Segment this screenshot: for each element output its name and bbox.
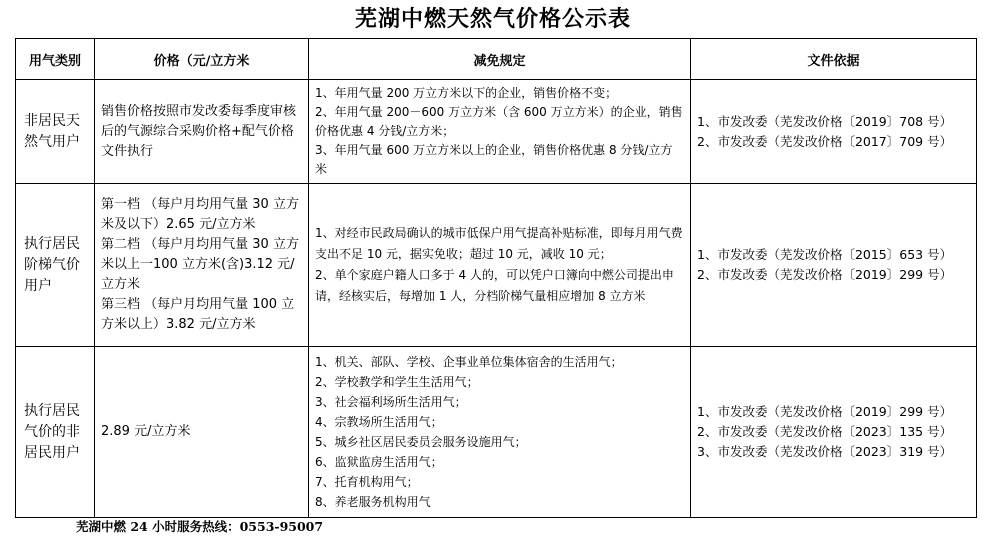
basis-line: 2、市发改委（芜发改价格〔2023〕135 号） — [697, 424, 953, 439]
price-line: 第一档 （每户月均用气量 30 立方米及以下）2.65 元/立方米 — [101, 197, 299, 232]
rule-line: 1、年用气量 200 万立方米以下的企业，销售价格不变； — [315, 86, 618, 100]
rule-line: 3、社会福利场所生活用气； — [315, 395, 467, 409]
rule-line: 8、养老服务机构用气 — [315, 495, 431, 509]
category-cell: 执行居民气价的非居民用户 — [16, 347, 95, 518]
price-line: 第二档 （每户月均用气量 30 立方米以上一100 立方米(含)3.12 元/立方米 — [101, 237, 299, 292]
rule-line: 4、宗教场所生活用气； — [315, 415, 443, 429]
rule-line: 2、单个家庭户籍人口多于 4 人的，可以凭户口簿向中燃公司提出申请，经核实后，每增加 1 人，分档阶梯气量相应增加 8 立方米 — [315, 268, 674, 303]
category-cell: 非居民天然气用户 — [16, 80, 95, 184]
price-cell — [95, 80, 309, 184]
price-table — [15, 38, 977, 518]
rules-cell — [309, 184, 691, 347]
rule-line: 5、城乡社区居民委员会服务设施用气； — [315, 435, 527, 449]
basis-line: 1、市发改委（芜发改价格〔2015〕653 号） — [697, 247, 953, 262]
rules-cell — [309, 347, 691, 518]
header-category: 用气类别 — [16, 39, 95, 80]
rules-cell — [309, 80, 691, 184]
header-rules: 减免规定 — [309, 39, 691, 80]
price-cell — [95, 347, 309, 518]
basis-line: 1、市发改委（芜发改价格〔2019〕708 号） — [697, 113, 953, 129]
price-line: 2.89 元/立方米 — [101, 424, 191, 439]
table-row — [16, 347, 977, 518]
basis-line: 2、市发改委（芜发改价格〔2019〕299 号） — [697, 267, 953, 282]
rule-line: 1、机关、部队、学校、企事业单位集体宿舍的生活用气； — [315, 355, 623, 369]
basis-line: 1、市发改委（芜发改价格〔2019〕299 号） — [697, 404, 953, 419]
basis-line: 3、市发改委（芜发改价格〔2023〕319 号） — [697, 444, 953, 459]
basis-cell — [691, 347, 977, 518]
basis-cell — [691, 80, 977, 184]
table-header-row — [16, 39, 977, 80]
price-line: 销售价格按照市发改委每季度审核后的气源综合采购价格+配气价格文件执行 — [101, 103, 297, 159]
header-price: 价格（元/立方米 — [95, 39, 309, 80]
header-basis: 文件依据 — [691, 39, 977, 80]
service-hotline: 芜湖中燃 24 小时服务热线：0553-95007 — [76, 519, 324, 534]
basis-line: 2、市发改委（芜发改价格〔2017〕709 号） — [697, 133, 953, 149]
rule-line: 2、学校教学和学生生活用气； — [315, 375, 479, 389]
price-line: 第三档 （每户月均用气量 100 立方米以上）3.82 元/立方米 — [101, 297, 295, 332]
rule-line: 6、监狱监房生活用气； — [315, 455, 443, 469]
rule-line: 1、对经市民政局确认的城市低保户用气提高补贴标准，即每月用气费支出不足 10 元，据实免收；超过 10 元，减收 10 元； — [315, 226, 683, 261]
table-row — [16, 80, 977, 184]
price-cell — [95, 184, 309, 347]
table-row — [16, 184, 977, 347]
page-title: 芜湖中燃天然气价格公示表 — [354, 6, 631, 32]
category-cell: 执行居民阶梯气价用户 — [16, 184, 95, 347]
basis-cell — [691, 184, 977, 347]
rule-line: 3、年用气量 600 万立方米以上的企业，销售价格优惠 8 分钱/立方米 — [315, 143, 673, 176]
rule-line: 2、年用气量 200－600 万立方米（含 600 万立方米）的企业，销售价格优惠 4 分钱/立方米； — [315, 105, 683, 138]
rule-line: 7、托育机构用气； — [315, 475, 419, 489]
